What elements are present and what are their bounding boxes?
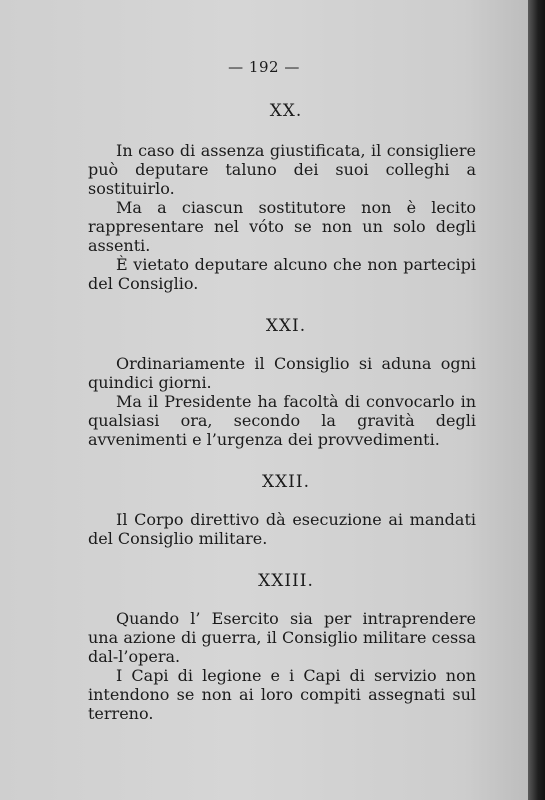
paragraph: In caso di assenza giustificata, il consigliere può deputare taluno dei suoi colleghi a sostituirlo. — [88, 141, 476, 198]
section-heading: XXI. — [265, 316, 307, 336]
paragraph: Il Corpo direttivo dà esecuzione ai mandati del Consiglio militare. — [88, 510, 476, 548]
paragraph: Ma il Presidente ha facoltà di convocarlo in qualsiasi ora, secondo la gravità degli avvenimenti e l’urgenza dei provvedimenti. — [88, 392, 476, 449]
paragraph: Ma a ciascun sostitutore non è lecito rappresentare nel vóto se non un solo degli assenti. — [88, 198, 476, 255]
paragraph: I Capi di legione e i Capi di servizio non intendono se non ai loro compiti assegnati sul terreno. — [88, 666, 476, 723]
paragraph: Ordinariamente il Consiglio si aduna ogni quindici giorni. — [88, 354, 476, 392]
section-xxii — [88, 473, 476, 548]
page-number: — 192 — — [228, 58, 300, 76]
section-xxi — [88, 317, 476, 449]
section-heading: XXIII. — [258, 571, 314, 591]
page-body — [88, 102, 476, 747]
paragraph: È vietato deputare alcuno che non partecipi del Consiglio. — [88, 255, 476, 293]
section-xx — [88, 102, 476, 293]
book-spine-shadow — [528, 0, 545, 800]
paragraph: Quando l’ Esercito sia per intraprendere una azione di guerra, il Consiglio militare cessa dal-l’opera. — [88, 609, 476, 666]
section-xxiii — [88, 572, 476, 723]
section-heading: XX. — [269, 101, 303, 121]
section-heading: XXII. — [261, 472, 311, 492]
